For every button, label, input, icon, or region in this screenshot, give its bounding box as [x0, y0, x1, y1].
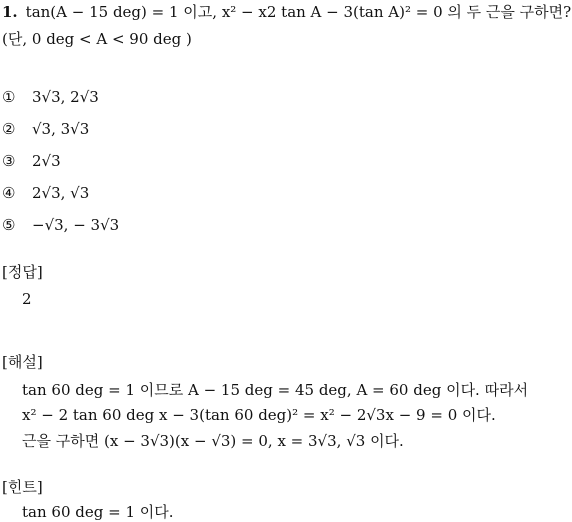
choice-4-text: 2√3, √3 — [32, 184, 90, 202]
hint-text: tan 60 deg = 1 이다. — [22, 503, 174, 521]
choice-4-mark: ④ — [2, 184, 16, 202]
choice-5[interactable] — [2, 218, 119, 233]
question-condition: (단, 0 deg < A < 90 deg ) — [2, 30, 192, 48]
choice-5-text: −√3, − 3√3 — [32, 216, 120, 234]
choice-3[interactable] — [2, 154, 61, 169]
choice-3-mark: ③ — [2, 152, 16, 170]
explanation-line-1: tan 60 deg = 1 이므로 A − 15 deg = 45 deg, A = 60 deg 이다. 따라서 — [22, 381, 529, 399]
explanation-label: [해설] — [2, 353, 43, 371]
choice-2-text: √3, 3√3 — [32, 120, 90, 138]
choice-1-mark: ① — [2, 88, 16, 106]
hint-label: [힌트] — [2, 478, 43, 496]
choice-1[interactable] — [2, 90, 99, 105]
question-number: 1. — [2, 3, 18, 21]
choice-1-text: 3√3, 2√3 — [32, 88, 99, 106]
answer-label: [정답] — [2, 263, 43, 281]
question-text: tan(A − 15 deg) = 1 이고, x² − x2 tan A − 3(tan A)² = 0 의 두 근을 구하면? — [25, 3, 572, 21]
answer-value: 2 — [22, 290, 32, 308]
choice-3-text: 2√3 — [32, 152, 61, 170]
explanation-line-3: 근을 구하면 (x − 3√3)(x − √3) = 0, x = 3√3, √3 이다. — [22, 432, 404, 450]
choice-4[interactable] — [2, 186, 89, 201]
choice-2-mark: ② — [2, 120, 16, 138]
choice-5-mark: ⑤ — [2, 216, 16, 234]
question-line — [2, 5, 571, 20]
explanation-line-2: x² − 2 tan 60 deg x − 3(tan 60 deg)² = x² − 2√3x − 9 = 0 이다. — [22, 406, 496, 424]
choice-2[interactable] — [2, 122, 89, 137]
